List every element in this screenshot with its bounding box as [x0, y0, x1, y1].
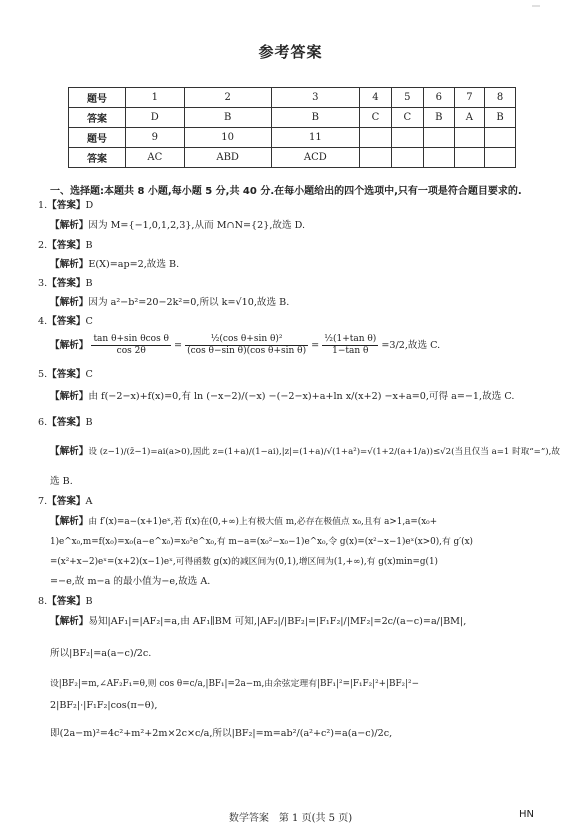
answer-table	[68, 87, 516, 168]
table-row: 题号 9 10 11	[69, 128, 516, 148]
fraction: $\frac{\text{½(cos θ+sin θ)²}}{\text{(cos θ−sin θ)(cos θ+sin θ)}}$	[187, 334, 307, 356]
page-title: 参考答案	[258, 43, 323, 61]
q7-answer: 7.【答案】A	[38, 496, 93, 507]
q7-analysis-line2: 1)e^x₀,m=f(x₀)=x₀(a−e^x₀)=x₀²e^x₀,有 m−a=(x₀²−x₀−1)e^x₀,令 g(x)=(x²−x−1)eˣ(x>0),有 g′(x)	[50, 537, 473, 547]
fraction: $\frac{\text{½(1+tan θ)}}{\text{1−tan θ}}$	[324, 334, 377, 356]
q3-answer: 3.【答案】B	[38, 278, 93, 289]
q8-analysis-line4: 2|BF₂|·|F₁F₂|cos(π−θ),	[50, 700, 158, 711]
q7-analysis-line3: =(x²+x−2)eˣ=(x+2)(x−1)eˣ,可得函数 g(x)的减区间为(0,1),增区间为(1,+∞),有 g(x)min=g(1)	[50, 557, 438, 567]
q3-analysis: 【解析】因为 a²−b²=20−2k²=0,所以 k=√10,故选 B.	[50, 297, 290, 308]
q6-answer: 6.【答案】B	[38, 417, 93, 428]
q1-analysis: 【解析】因为 M={−1,0,1,2,3},从而 M∩N={2},故选 D.	[50, 220, 306, 231]
q1-answer: 1.【答案】D	[38, 200, 94, 211]
page-footer: 数学答案 第 1 页(共 5 页)	[228, 813, 353, 824]
fraction: $\frac{\text{tan θ+sin θcos θ}}{\cos 2\theta}$	[93, 334, 169, 356]
q5-answer: 5.【答案】C	[38, 369, 93, 380]
q2-answer: 2.【答案】B	[38, 240, 93, 251]
q4-answer: 4.【答案】C	[38, 316, 93, 327]
q2-analysis: 【解析】E(X)=ap=2,故选 B.	[50, 259, 180, 270]
q8-analysis-line2: 所以|BF₂|=a(a−c)/2c.	[50, 648, 152, 659]
q8-analysis-line5: 即(2a−m)²=4c²+m²+2m×2c×c/a,所以|BF₂|=m=ab²/(a²+c²)=a(a−c)/2c,	[50, 728, 393, 739]
q7-analysis: 【解析】由 f′(x)=a−(x+1)eˣ,若 f(x)在(0,+∞)上有极大值 m,必存在极值点 x₀,且有 a>1,a=(x₀+	[50, 516, 438, 527]
q8-analysis-line3: 设|BF₂|=m,∠AF₂F₁=θ,则 cos θ=c/a,|BF₁|=2a−m,由余弦定理有|BF₁|²=|F₁F₂|²+|BF₂|²−	[50, 679, 419, 689]
table-row: 答案 D B B C C B A B	[69, 108, 516, 128]
table-row: 题号 1 2 3 4 5 6 7 8	[69, 88, 516, 108]
table-row: 答案 AC ABD ACD	[69, 148, 516, 168]
q5-analysis: 【解析】由 f(−2−x)+f(x)=0,有 ln (−x−2)/(−x) −(−2−x)+a+ln x/(x+2) −x+a=0,可得 a=−1,故选 C.	[50, 391, 515, 402]
q6-analysis: 【解析】设 (z−1)/(z̄−1)=ai(a>0),因此 z=(1+a)/(1−ai),|z|=(1+a)/√(1+a²)=√(1+2/(a+1/a))≤√2(当且仅当 a=1 时取“=”),故	[50, 446, 560, 457]
q7-analysis-line4: =−e,故 m−a 的最小值为−e,故选 A.	[50, 576, 211, 587]
corner-mark	[532, 4, 540, 8]
section-heading: 一、选择题:本题共 8 小题,每小题 5 分,共 40 分.在每小题给出的四个选项中,只有一项是符合题目要求的.	[50, 186, 522, 197]
q4-analysis: 【解析】 $\frac{\text{tan θ+sin θcos θ}}{\cos 2\theta}$ = $\frac{\text{½(cos θ+sin θ)²}}{\text{(cos θ−sin θ)(cos θ+sin θ)}}$ = $\frac{\text{½(1+tan θ)}}{\text{1−tan θ}}$ =3/2,故选 C.	[50, 334, 441, 356]
footer-code: HN	[519, 809, 534, 820]
q6-analysis-line2: 选 B.	[50, 476, 73, 487]
q8-answer: 8.【答案】B	[38, 596, 93, 607]
q8-analysis: 【解析】易知|AF₁|=|AF₂|=a,由 AF₁∥BM 可知,|AF₂|/|BF₂|=|F₁F₂|/|MF₂|=2c/(a−c)=a/|BM|,	[50, 616, 467, 627]
